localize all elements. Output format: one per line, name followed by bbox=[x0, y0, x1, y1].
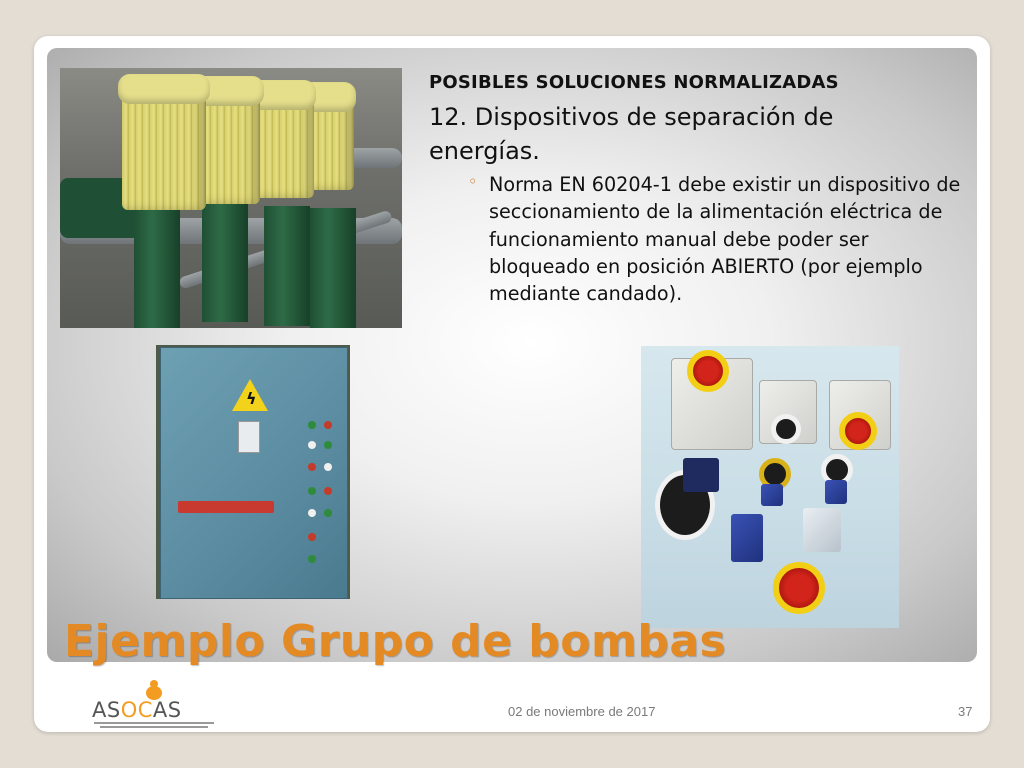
slide-subheading: 12. Dispositivos de separación de energías. bbox=[429, 103, 834, 165]
page-number: 37 bbox=[958, 704, 973, 719]
cabinet-nameplate bbox=[178, 501, 274, 513]
logo-text: ASOCAS bbox=[92, 698, 182, 722]
asocas-logo bbox=[92, 680, 216, 728]
lightning-icon: ϟ bbox=[246, 389, 257, 408]
pump-group-photo bbox=[60, 68, 402, 328]
control-cabinet-photo bbox=[156, 345, 350, 599]
bullet-marker-icon: ◦ bbox=[468, 172, 478, 191]
slide-title: Ejemplo Grupo de bombas bbox=[64, 616, 727, 667]
footer-date: 02 de noviembre de 2017 bbox=[508, 704, 656, 719]
slide-heading: POSIBLES SOLUCIONES NORMALIZADAS bbox=[429, 72, 839, 93]
bullet-text: Norma EN 60204-1 debe existir un dispositivo de seccionamiento de la alimentación eléctrica de funcionamiento manual debe poder ser bloqueado en posición ABIERTO (por ejemplo mediante candado). bbox=[489, 173, 961, 306]
red-rotary-switch-icon bbox=[687, 350, 729, 392]
isolator-switches-photo bbox=[641, 346, 899, 628]
